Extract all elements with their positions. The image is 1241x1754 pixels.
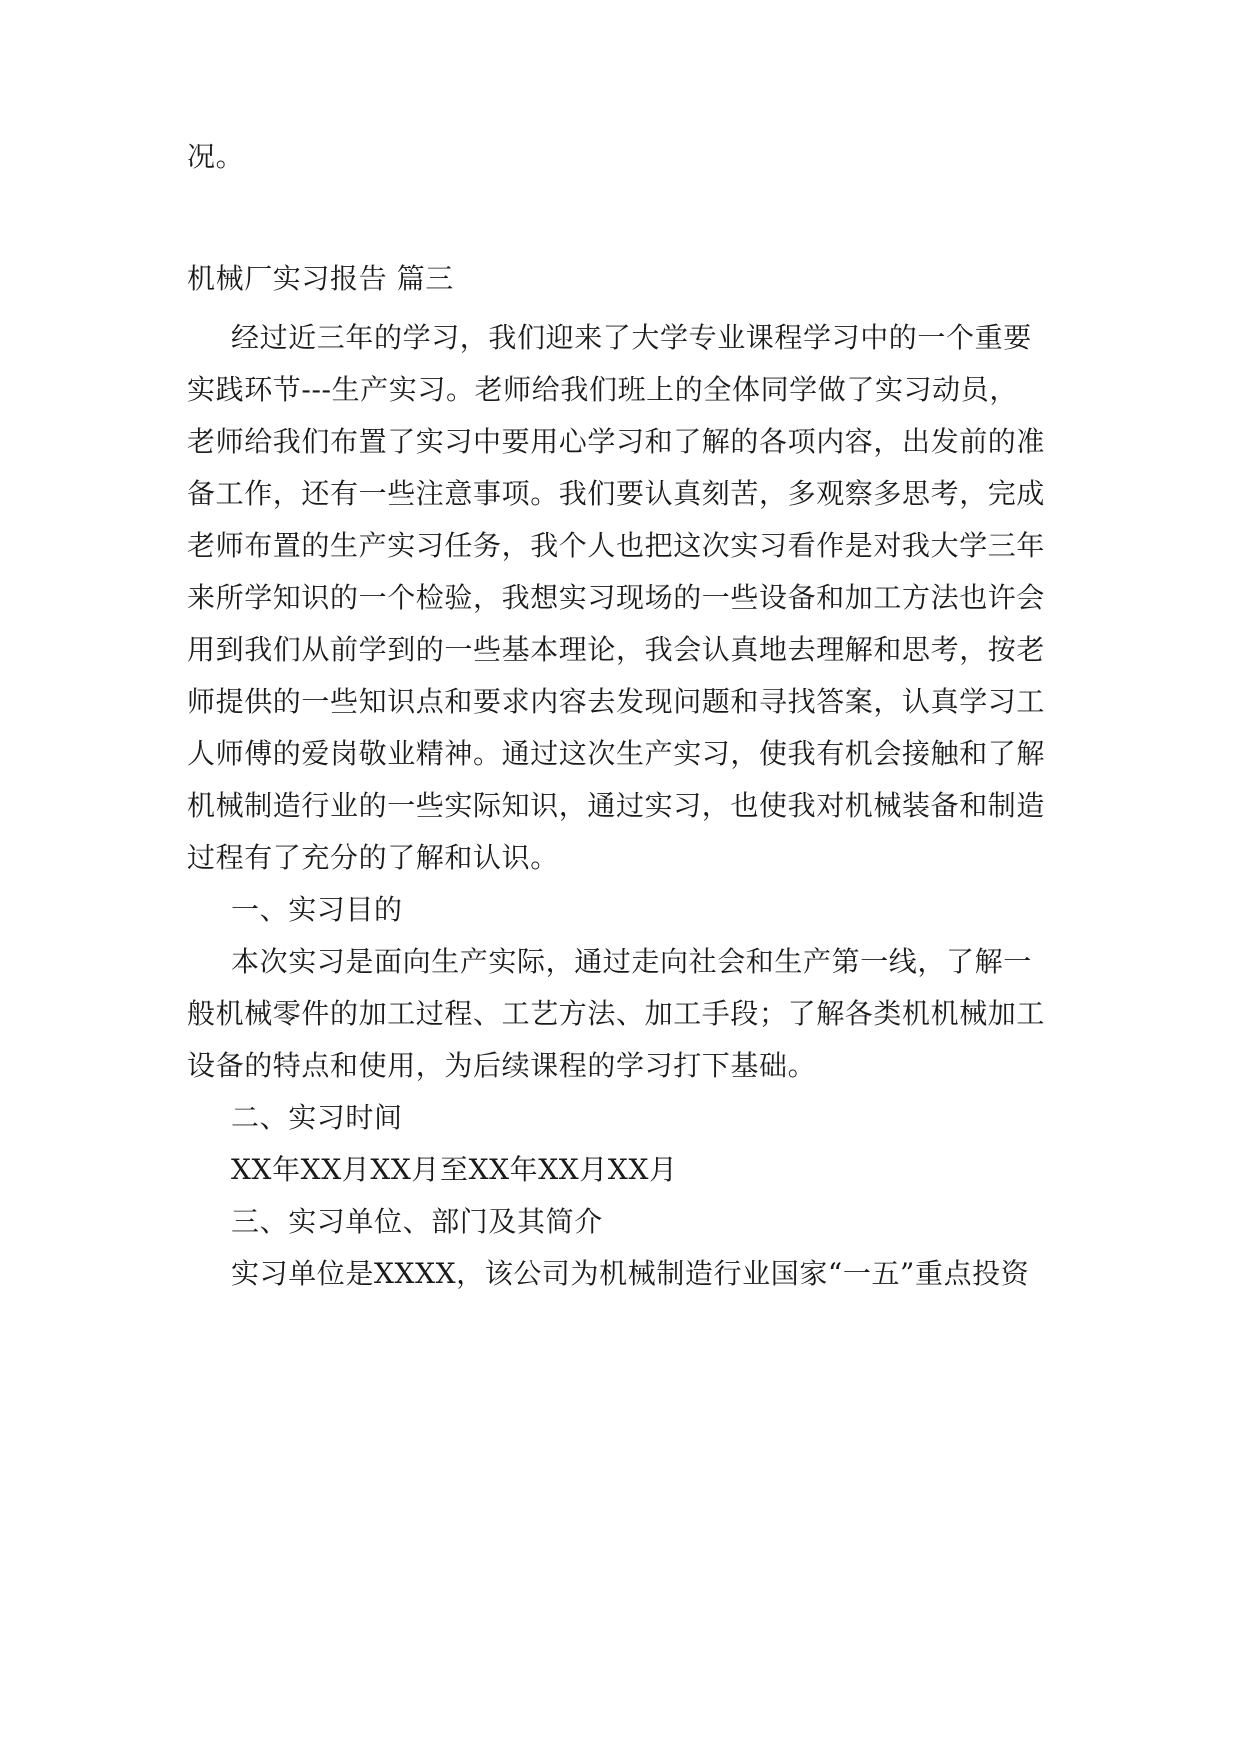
continuation-text: 况。 <box>187 140 245 173</box>
paragraph-line: 机械制造行业的一些实际知识，通过实习，也使我对机械装备和制造 <box>187 789 1046 822</box>
paragraph-line: 本次实习是面向生产实际，通过走向社会和生产第一线，了解一 <box>231 945 1032 978</box>
heading-unit: 三、实习单位、部门及其简介 <box>231 1205 603 1238</box>
paragraph-line: 师提供的一些知识点和要求内容去发现问题和寻找答案，认真学习工 <box>187 685 1046 718</box>
paragraph-line: 来所学知识的一个检验，我想实习现场的一些设备和加工方法也许会 <box>187 581 1046 614</box>
paragraph-line: 过程有了充分的了解和认识。 <box>187 841 559 874</box>
time-text: XX年XX月XX月至XX年XX月XX月 <box>231 1153 678 1186</box>
paragraph-line: 实习单位是XXXX，该公司为机械制造行业国家“一五”重点投资 <box>231 1257 1030 1290</box>
paragraph-line: 老师布置的生产实习任务，我个人也把这次实习看作是对我大学三年 <box>187 529 1046 562</box>
paragraph-line: 实践环节---生产实习。老师给我们班上的全体同学做了实习动员， <box>187 373 1018 406</box>
paragraph-line: 人师傅的爱岗敬业精神。通过这次生产实习，使我有机会接触和了解 <box>187 737 1046 770</box>
heading-time: 二、实习时间 <box>231 1101 403 1134</box>
paragraph-line: 设备的特点和使用，为后续课程的学习打下基础。 <box>187 1049 817 1082</box>
paragraph-line: 老师给我们布置了实习中要用心学习和了解的各项内容，出发前的准 <box>187 425 1046 458</box>
heading-purpose: 一、实习目的 <box>231 893 403 926</box>
paragraph-line: 备工作，还有一些注意事项。我们要认真刻苦，多观察多思考，完成 <box>187 477 1046 510</box>
paragraph-line: 般机械零件的加工过程、工艺方法、加工手段；了解各类机机械加工 <box>187 997 1046 1030</box>
section-heading: 机械厂实习报告 篇三 <box>187 262 454 295</box>
paragraph-line: 经过近三年的学习，我们迎来了大学专业课程学习中的一个重要 <box>231 321 1032 354</box>
paragraph-line: 用到我们从前学到的一些基本理论，我会认真地去理解和思考，按老 <box>187 633 1046 666</box>
